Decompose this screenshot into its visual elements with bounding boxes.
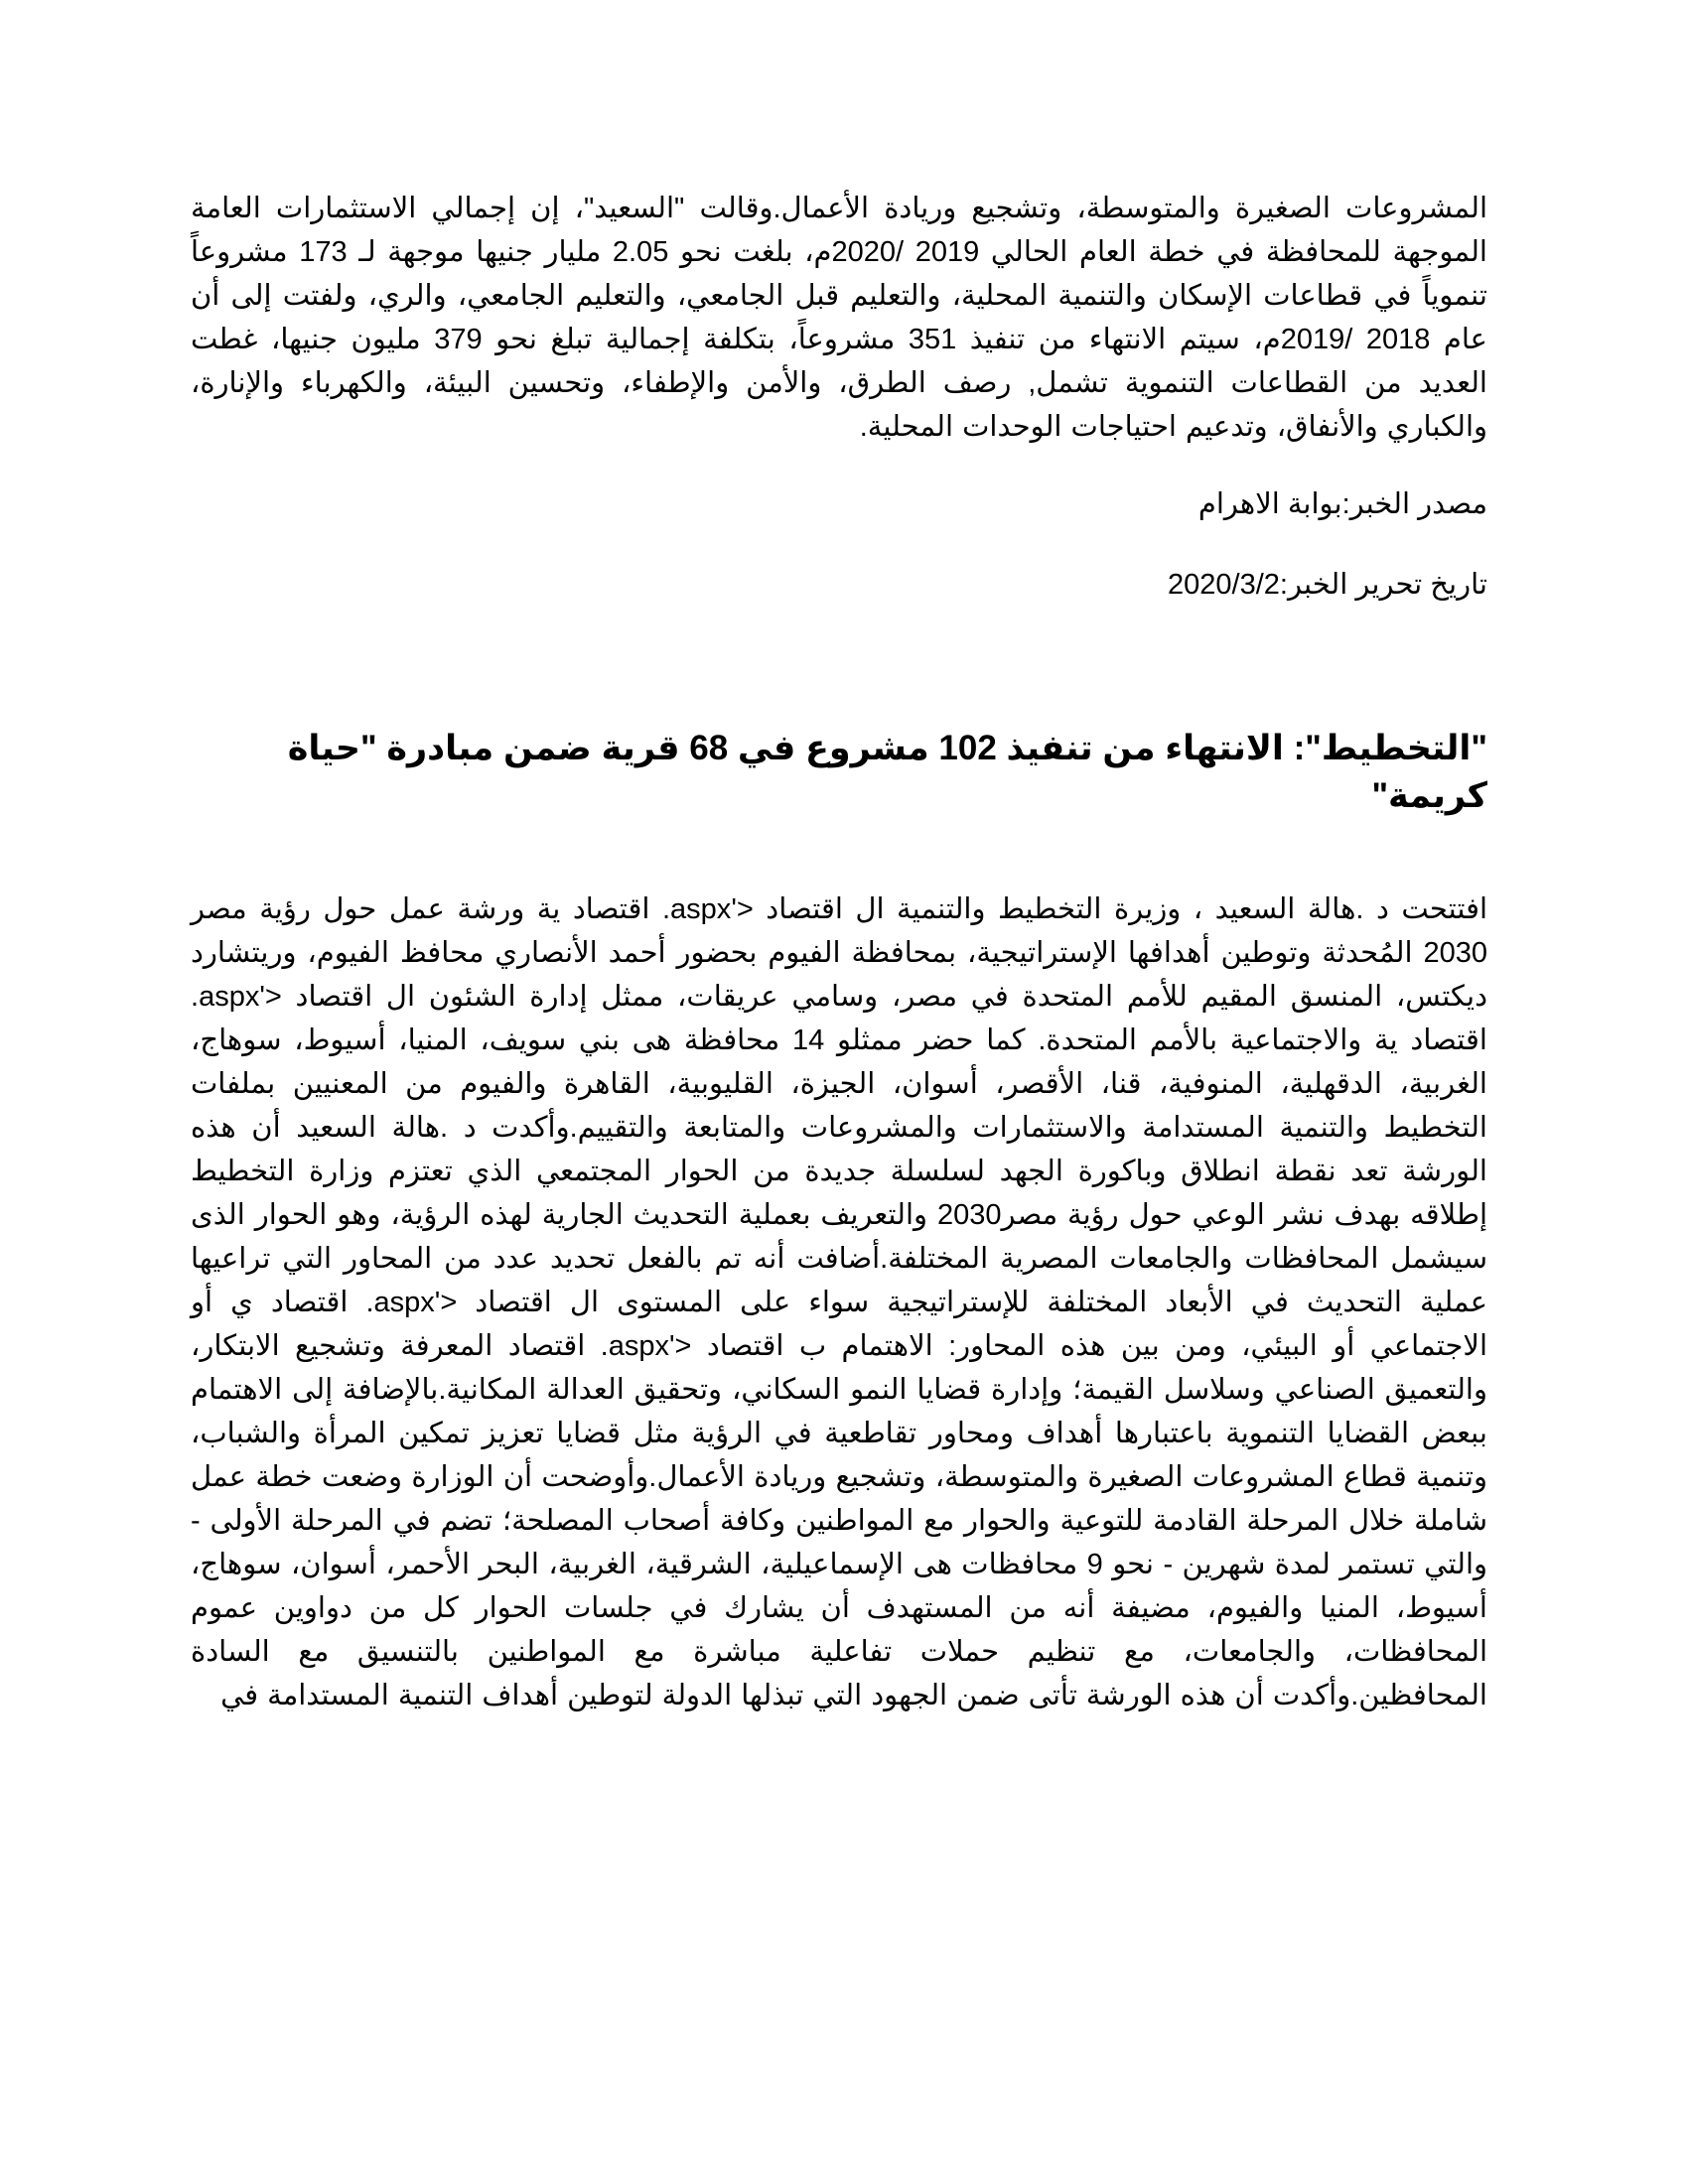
intro-paragraph: المشروعات الصغيرة والمتوسطة، وتشجيع وريادة الأعمال.وقالت "السعيد"، إن إجمالي الاستثمارات العامة الموجهة للمحافظة في خطة العام الحالي 2019 /2020م، بلغت نحو 2.05 مليار جنيها موجهة لـ 173 مشروعاً تنموياً في قطاعات الإسكان والتنمية المحلية، والتعليم قبل الجامعي، والتعليم الجامعي، والري، ولفتت إلى أن عام 2018 /2019م، سيتم الانتهاء من تنفيذ 351 مشروعاً، بتكلفة إجمالية تبلغ نحو 379 مليون جنيها، غطت العديد من القطاعات التنموية تشمل, رصف الطرق، والأمن والإطفاء، وتحسين البيئة، والكهرباء والإنارة، والكباري والأنفاق، وتدعيم احتياجات الوحدات المحلية.: [191, 193, 1487, 443]
article-headline: "التخطيط": الانتهاء من تنفيذ 102 مشروع في 68 قرية ضمن مبادرة "حياة كريمة": [287, 729, 1487, 815]
document-page: [191, 187, 1487, 1717]
news-date-line: تاريخ تحرير الخبر:2020/3/2: [1168, 569, 1487, 601]
news-source-line: مصدر الخبر:بوابة الاهرام: [1197, 488, 1487, 520]
article-body: افتتحت د .هالة السعيد ، وزيرة التخطيط والتنمية ال اقتصاد <'aspx. اقتصاد ية ورشة عمل حول رؤية مصر 2030 المُحدثة وتوطين أهدافها الإستراتيجية، بمحافظة الفيوم بحضور أحمد الأنصاري محافظ الفيوم، وريتشارد ديكتس، المنسق المقيم للأمم المتحدة في مصر، وسامي عريقات، ممثل إدارة الشئون ال اقتصاد <'aspx. اقتصاد ية والاجتماعية بالأمم المتحدة. كما حضر ممثلو 14 محافظة هى بني سويف، المنيا، أسيوط، سوهاج، الغربية، الدقهلية، المنوفية، قنا، الأقصر، أسوان، الجيزة، القليوبية، القاهرة والفيوم من المعنيين بملفات التخطيط والتنمية المستدامة والاستثمارات والمشروعات والمتابعة والتقييم.وأكدت د .هالة السعيد أن هذه الورشة تعد نقطة انطلاق وباكورة الجهد لسلسلة جديدة من الحوار المجتمعي الذي تعتزم وزارة التخطيط إطلاقه بهدف نشر الوعي حول رؤية مصر2030 والتعريف بعملية التحديث الجارية لهذه الرؤية، وهو الحوار الذى سيشمل المحافظات والجامعات المصرية المختلفة.أضافت أنه تم بالفعل تحديد عدد من المحاور التي تراعيها عملية التحديث في الأبعاد المختلفة للإستراتيجية سواء على المستوى ال اقتصاد <'aspx. اقتصاد ي أو الاجتماعي أو البيئي، ومن بين هذه المحاور: الاهتمام ب اقتصاد <'aspx. اقتصاد المعرفة وتشجيع الابتكار، والتعميق الصناعي وسلاسل القيمة؛ وإدارة قضايا النمو السكاني، وتحقيق العدالة المكانية.بالإضافة إلى الاهتمام ببعض القضايا التنموية باعتبارها أهداف ومحاور تقاطعية في الرؤية مثل قضايا تعزيز تمكين المرأة والشباب، وتنمية قطاع المشروعات الصغيرة والمتوسطة، وتشجيع وريادة الأعمال.وأوضحت أن الوزارة وضعت خطة عمل شاملة خلال المرحلة القادمة للتوعية والحوار مع المواطنين وكافة أصحاب المصلحة؛ تضم في المرحلة الأولى - والتي تستمر لمدة شهرين - نحو 9 محافظات هى الإسماعيلية، الشرقية، الغربية، البحر الأحمر، أسوان، سوهاج، أسيوط، المنيا والفيوم، مضيفة أنه من المستهدف أن يشارك في جلسات الحوار كل من دواوين عموم المحافظات، والجامعات، مع تنظيم حملات تفاعلية مباشرة مع المواطنين بالتنسيق مع السادة المحافظين.وأكدت أن هذه الورشة تأتى ضمن الجهود التي تبذلها الدولة لتوطين أهداف التنمية المستدامة في: [191, 893, 1488, 1711]
